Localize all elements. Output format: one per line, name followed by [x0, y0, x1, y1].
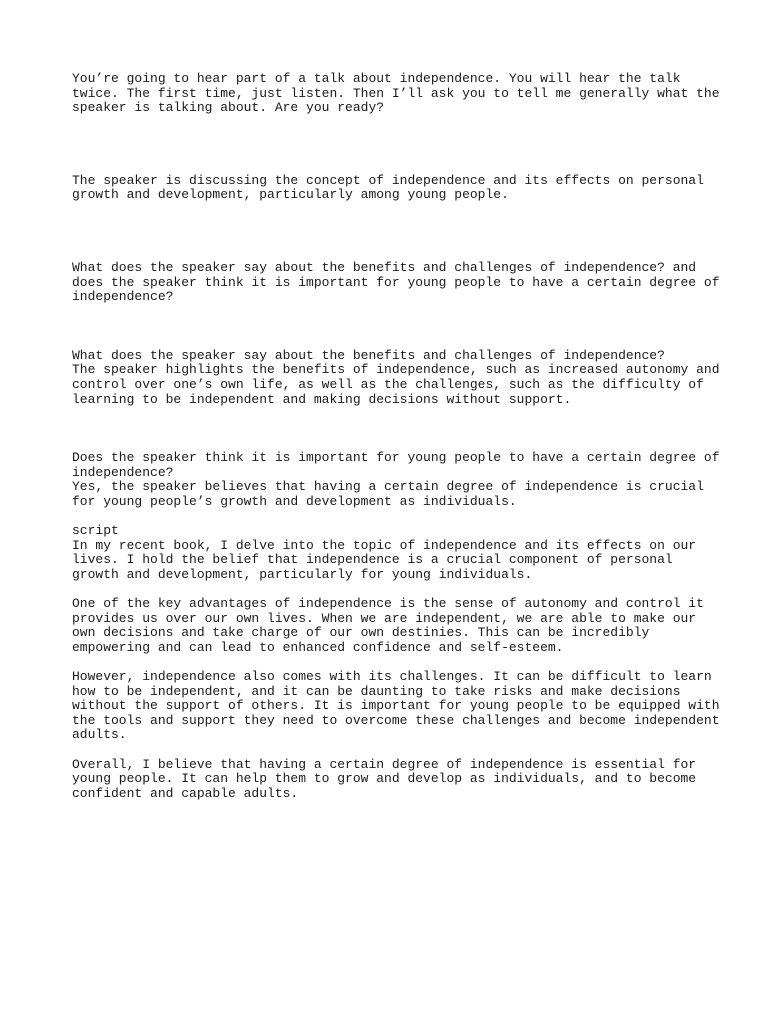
- script-line: lives. I hold the belief that independence is a crucial component of personal: [72, 552, 673, 568]
- script-line: the tools and support they need to overcome these challenges and become independent: [72, 712, 720, 728]
- answer-line: The speaker highlights the benefits of independence, such as increased autonomy and: [72, 362, 720, 378]
- script-line: provides us over our own lives. When we are independent, we are able to make our: [72, 610, 697, 626]
- script-line: adults.: [72, 727, 127, 743]
- questions-line: does the speaker think it is important for young people to have a certain degree of: [72, 274, 720, 290]
- intro-line: speaker is talking about. Are you ready?: [72, 100, 385, 116]
- intro-paragraph: [72, 71, 720, 116]
- script-section: [72, 523, 720, 801]
- answer-line: Yes, the speaker believes that having a certain degree of independence is crucial: [72, 479, 704, 495]
- intro-line: You’re going to hear part of a talk about independence. You will hear the talk: [72, 71, 681, 86]
- answer-line: Does the speaker think it is important for young people to have a certain degree of: [72, 450, 720, 466]
- script-paragraph: [72, 597, 712, 655]
- script-line: empowering and can lead to enhanced confidence and self-esteem.: [72, 639, 564, 655]
- document-page: [72, 71, 720, 801]
- answer-line: learning to be independent and making decisions without support.: [72, 391, 572, 407]
- script-line: In my recent book, I delve into the topic of independence and its effects on our: [72, 537, 697, 553]
- answer-benefits-paragraph: [72, 347, 720, 407]
- script-paragraph: [72, 669, 720, 743]
- script-line: One of the key advantages of independence is the sense of autonomy and control it: [72, 596, 704, 612]
- questions-line: What does the speaker say about the benefits and challenges of independence? and: [72, 259, 697, 275]
- questions-paragraph: [72, 259, 720, 305]
- answer-line: control over one’s own life, as well as the challenges, such as the difficulty of: [72, 376, 704, 392]
- script-line: However, independence also comes with its challenges. It can be difficult to learn: [72, 669, 712, 685]
- script-label: script: [72, 523, 119, 539]
- script-line: confident and capable adults.: [72, 785, 299, 801]
- script-line: own decisions and take charge of our own destinies. This can be incredibly: [72, 625, 650, 641]
- script-paragraph: [72, 539, 712, 583]
- script-line: how to be independent, and it can be daunting to take risks and make decisions: [72, 683, 681, 699]
- questions-line: independence?: [72, 289, 174, 305]
- script-line: without the support of others. It is important for young people to be equipped with: [72, 698, 720, 714]
- answer-line: What does the speaker say about the benefits and challenges of independence?: [72, 347, 665, 363]
- answer-line: for young people’s growth and development as individuals.: [72, 493, 517, 509]
- script-line: growth and development, particularly for young individuals.: [72, 566, 533, 582]
- answer-importance-paragraph: [72, 450, 720, 509]
- script-line: Overall, I believe that having a certain degree of independence is essential for: [72, 756, 697, 772]
- intro-line: twice. The first time, just listen. Then I’ll ask you to tell me generally what the: [72, 85, 720, 101]
- summary-line: The speaker is discussing the concept of independence and its effects on personal: [72, 172, 704, 188]
- script-paragraph: [72, 758, 712, 802]
- answer-line: independence?: [72, 464, 174, 480]
- script-line: young people. It can help them to grow and develop as individuals, and to become: [72, 771, 697, 787]
- summary-paragraph: [72, 174, 712, 203]
- summary-line: growth and development, particularly among young people.: [72, 187, 509, 203]
